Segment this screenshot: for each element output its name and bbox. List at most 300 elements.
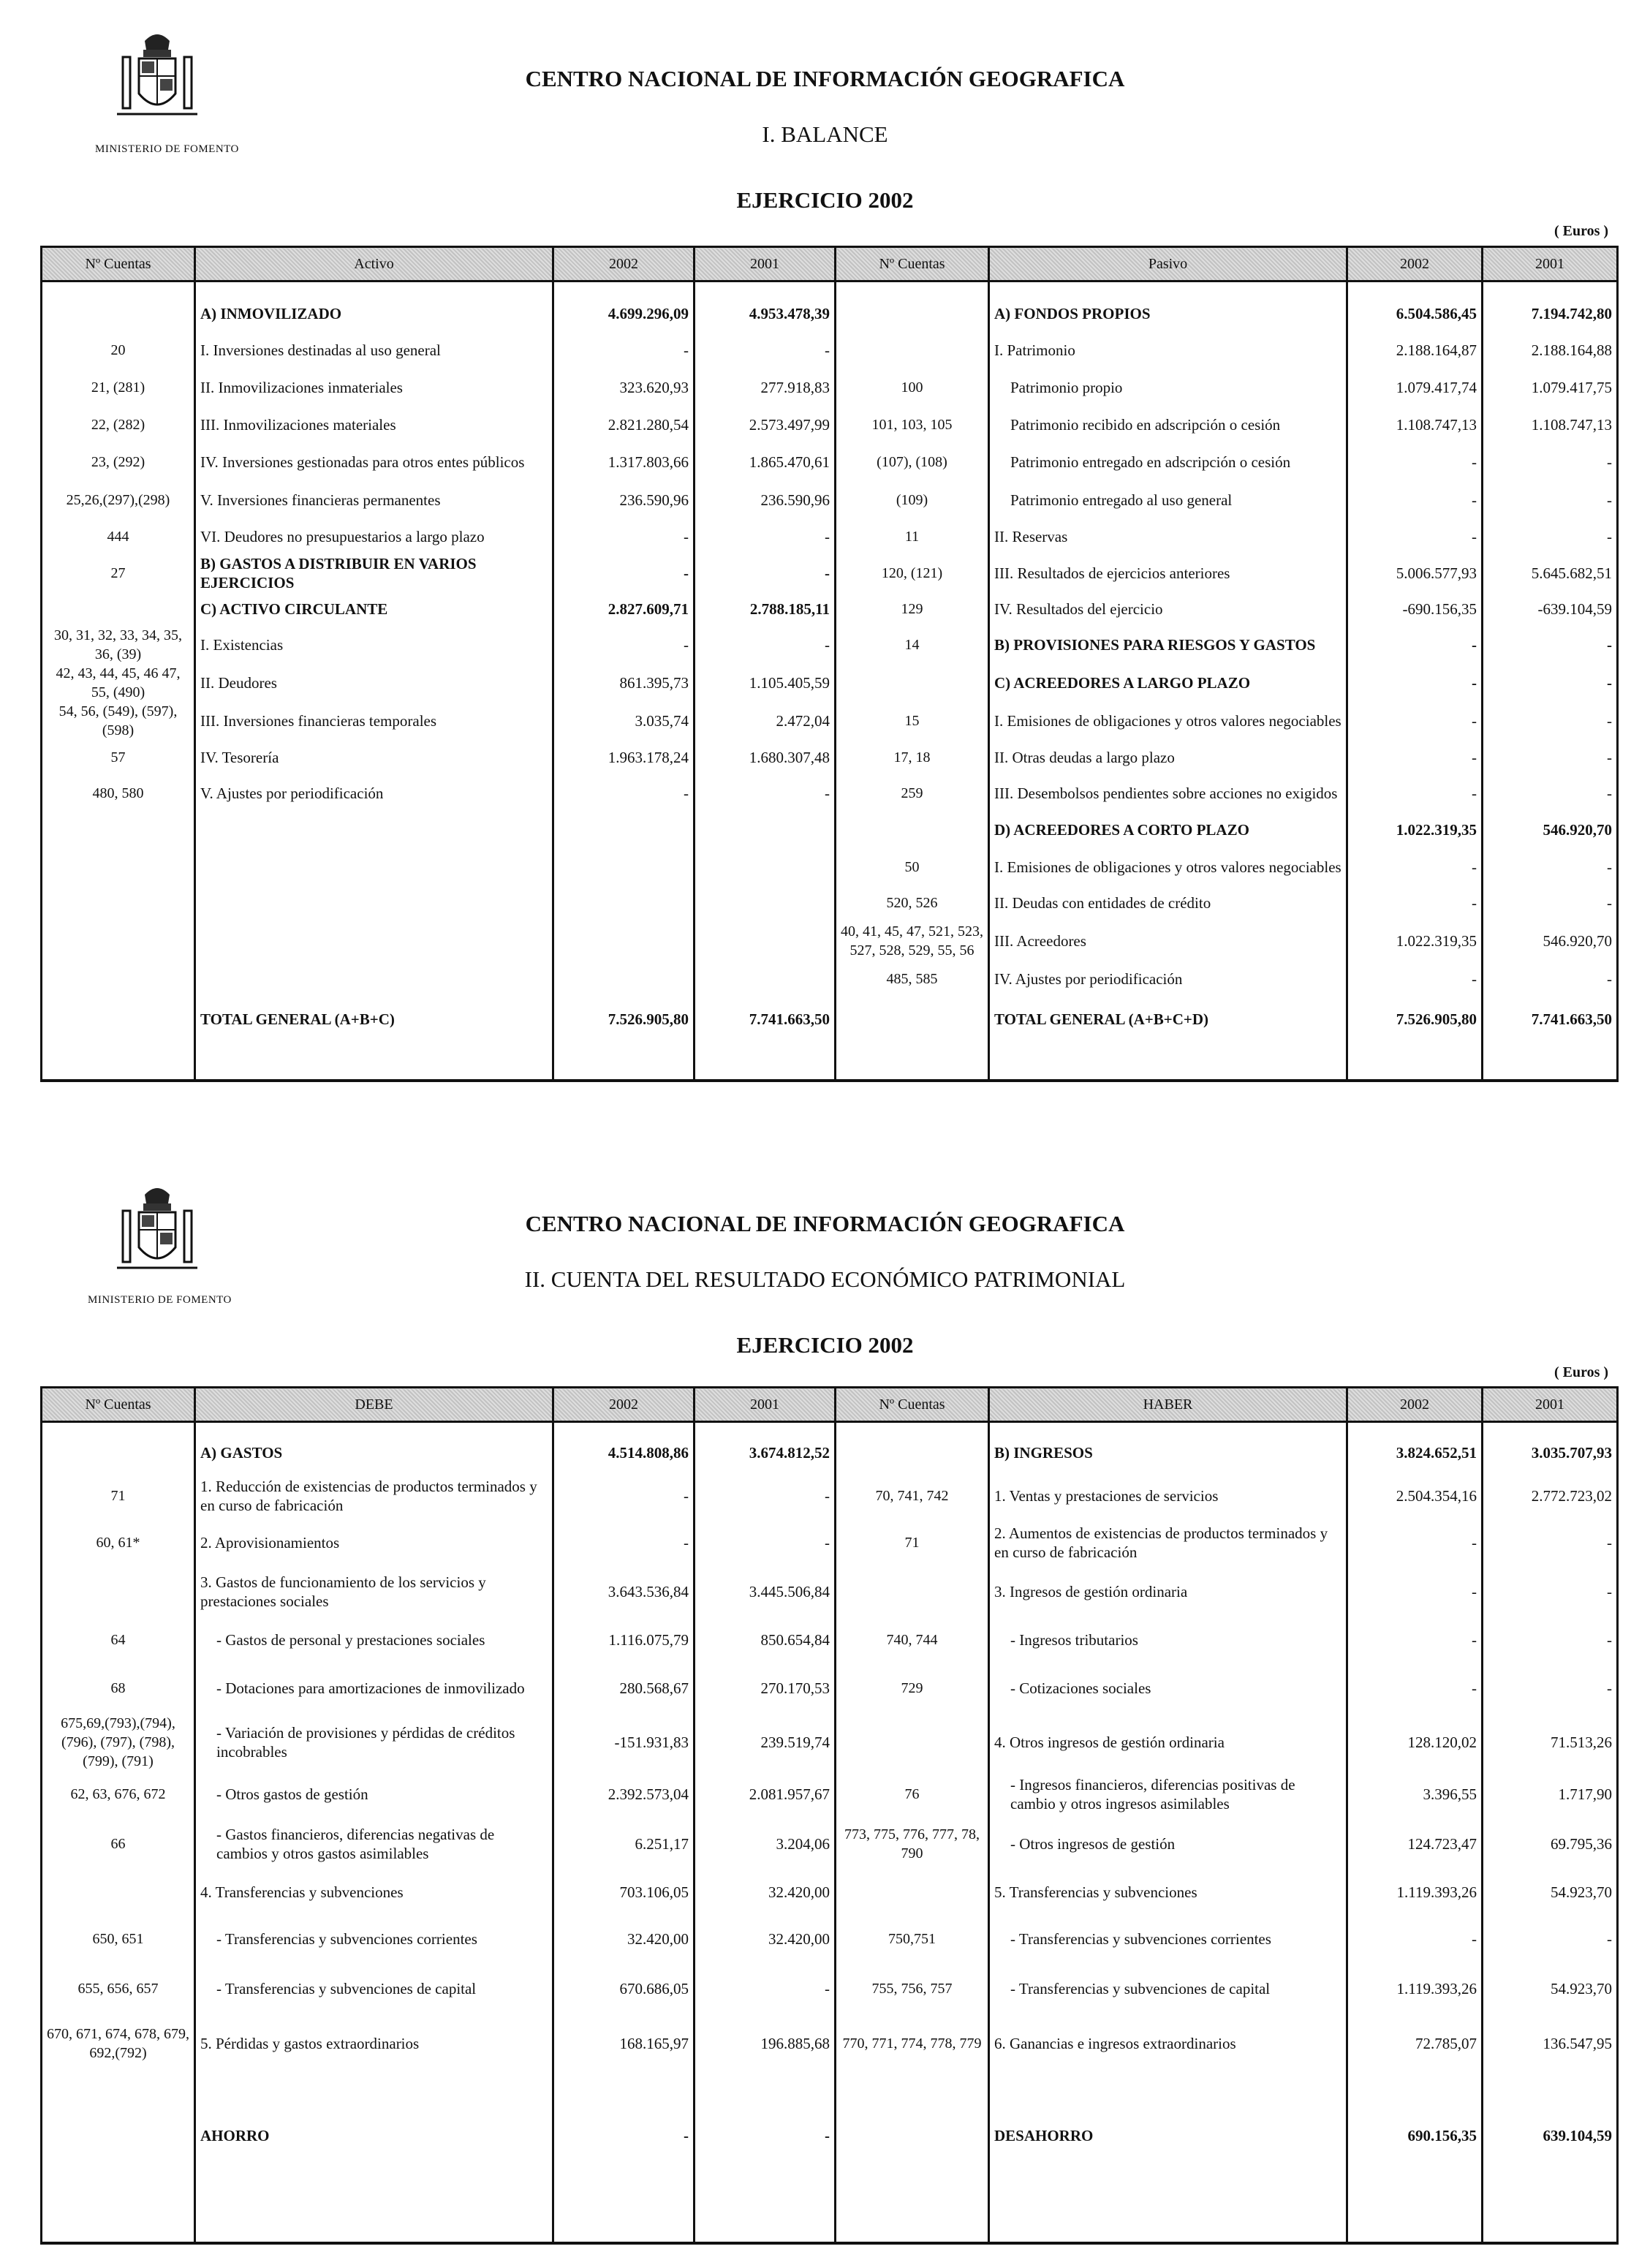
cell-label-right: - Transferencias y subvenciones corrientes (989, 1914, 1347, 1964)
cell-amount-2002-left: -151.931,83 (553, 1714, 695, 1771)
cell-label-right: 5. Transferencias y subvenciones (989, 1870, 1347, 1914)
cell-amount-2002-right: 1.108.747,13 (1347, 407, 1483, 443)
cell-amount-2001-left: 270.170,53 (695, 1663, 836, 1714)
cell-label-left: 3. Gastos de funcionamiento de los servicios y prestaciones sociales (195, 1566, 553, 1617)
cell-amount-2002-right: 124.723,47 (1347, 1818, 1483, 1870)
cell-label-right: Patrimonio recibido en adscripción o cesión (989, 407, 1347, 443)
cell-amount-2001-left: 236.590,96 (695, 481, 836, 519)
column-header-label-left: DEBE (195, 1388, 553, 1422)
cell-amount-2002-right: 1.022.319,35 (1347, 812, 1483, 848)
cell-accounts-right: 70, 741, 742 (836, 1473, 989, 1519)
table-row (42, 1771, 1618, 1818)
cell-amount-2001-right: 546.920,70 (1483, 920, 1618, 962)
cell-amount-2001-left (695, 848, 836, 886)
cell-label-right: IV. Resultados del ejercicio (989, 592, 1347, 626)
cell-label-left (195, 848, 553, 886)
cell-label-right: III. Acreedores (989, 920, 1347, 962)
cell-amount-2002-left: 1.317.803,66 (553, 443, 695, 481)
cell-accounts-right: 120, (121) (836, 554, 989, 592)
cell-amount-2002-left (553, 962, 695, 996)
cell-amount-2001-left: 32.420,00 (695, 1914, 836, 1964)
cell-label-right: IV. Ajustes por periodificación (989, 962, 1347, 996)
cell-label-left (195, 920, 553, 962)
cell-label-left: - Transferencias y subvenciones corrientes (195, 1914, 553, 1964)
cell-accounts-left (42, 812, 195, 848)
unit-label: ( Euros ) (1554, 1364, 1609, 1380)
cell-amount-2002-right: 7.526.905,80 (1347, 996, 1483, 1043)
cell-amount-2001-left: - (695, 1473, 836, 1519)
cell-accounts-left (42, 2074, 195, 2198)
cell-amount-2001-left: 32.420,00 (695, 1870, 836, 1914)
cell-amount-2001-right: 71.513,26 (1483, 1714, 1618, 1771)
cell-amount-2001-right: 2.188.164,88 (1483, 332, 1618, 368)
cell-amount-2001-right: 54.923,70 (1483, 1870, 1618, 1914)
cell-accounts-right: 773, 775, 776, 777, 78, 790 (836, 1818, 989, 1870)
cell-amount-2002-left: 280.568,67 (553, 1663, 695, 1714)
cell-label-left: I. Inversiones destinadas al uso general (195, 332, 553, 368)
cell-amount-2002-left: 3.643.536,84 (553, 1566, 695, 1617)
cell-amount-2001-left: 277.918,83 (695, 368, 836, 407)
period-title: EJERCICIO 2002 (736, 187, 914, 213)
table-row (42, 554, 1618, 592)
table-header-row (42, 1388, 1618, 1422)
cell-amount-2002-right: 1.022.319,35 (1347, 920, 1483, 962)
cell-amount-2001-left: - (695, 626, 836, 664)
cell-accounts-right: 755, 756, 757 (836, 1964, 989, 2014)
cell-amount-2001-left: 7.741.663,50 (695, 996, 836, 1043)
cell-amount-2001-right: - (1483, 481, 1618, 519)
cell-amount-2002-left: 4.514.808,86 (553, 1433, 695, 1473)
cell-accounts-right: 50 (836, 848, 989, 886)
org-title: CENTRO NACIONAL DE INFORMACIÓN GEOGRAFICA (525, 66, 1125, 91)
table-row (42, 848, 1618, 886)
cell-label-left: III. Inmovilizaciones materiales (195, 407, 553, 443)
cell-accounts-left: 655, 656, 657 (42, 1964, 195, 2014)
cell-label-right: I. Patrimonio (989, 332, 1347, 368)
cell-accounts-right: 770, 771, 774, 778, 779 (836, 2014, 989, 2074)
result-table (40, 1386, 1619, 2245)
cell-accounts-left: 71 (42, 1473, 195, 1519)
cell-accounts-right: 750,751 (836, 1914, 989, 1964)
cell-accounts-left: 20 (42, 332, 195, 368)
cell-amount-2001-right: - (1483, 1617, 1618, 1663)
table-row (42, 702, 1618, 740)
cell-amount-2001-right: - (1483, 626, 1618, 664)
cell-accounts-right: 729 (836, 1663, 989, 1714)
cell-amount-2002-left: - (553, 626, 695, 664)
balance-section (0, 0, 1650, 1126)
cell-label-left: - Dotaciones para amortizaciones de inmovilizado (195, 1663, 553, 1714)
cell-amount-2001-left: - (695, 332, 836, 368)
cell-amount-2002-right: 2.188.164,87 (1347, 332, 1483, 368)
cell-amount-2001-right: 639.104,59 (1483, 2074, 1618, 2198)
cell-accounts-right: 259 (836, 775, 989, 812)
table-row (42, 740, 1618, 775)
cell-accounts-left: 21, (281) (42, 368, 195, 407)
cell-accounts-right: 15 (836, 702, 989, 740)
cell-amount-2001-right: - (1483, 886, 1618, 920)
cell-label-left: VI. Deudores no presupuestarios a largo plazo (195, 519, 553, 554)
cell-label-right: II. Otras deudas a largo plazo (989, 740, 1347, 775)
cell-amount-2001-left (695, 962, 836, 996)
cell-amount-2002-left: 703.106,05 (553, 1870, 695, 1914)
cell-accounts-left: 42, 43, 44, 45, 46 47, 55, (490) (42, 664, 195, 702)
cell-label-right: TOTAL GENERAL (A+B+C+D) (989, 996, 1347, 1043)
cell-amount-2002-left: 1.116.075,79 (553, 1617, 695, 1663)
cell-amount-2002-right: 1.119.393,26 (1347, 1870, 1483, 1914)
cell-amount-2002-right: - (1347, 1617, 1483, 1663)
cell-amount-2002-left: - (553, 332, 695, 368)
cell-label-left: IV. Tesorería (195, 740, 553, 775)
cell-amount-2001-left: - (695, 1964, 836, 2014)
column-header-amount-2002-left: 2002 (553, 1388, 695, 1422)
cell-accounts-right (836, 1714, 989, 1771)
cell-amount-2001-right: 2.772.723,02 (1483, 1473, 1618, 1519)
table-row (42, 295, 1618, 332)
cell-accounts-left: 22, (282) (42, 407, 195, 443)
cell-accounts-right: 520, 526 (836, 886, 989, 920)
cell-amount-2002-right: 2.504.354,16 (1347, 1473, 1483, 1519)
table-row (42, 1473, 1618, 1519)
cell-accounts-right: 71 (836, 1519, 989, 1566)
column-header-amount-2001-right: 2001 (1483, 247, 1618, 281)
cell-accounts-left (42, 962, 195, 996)
cell-label-right: 4. Otros ingresos de gestión ordinaria (989, 1714, 1347, 1771)
cell-amount-2001-right: 3.035.707,93 (1483, 1433, 1618, 1473)
cell-label-left: IV. Inversiones gestionadas para otros entes públicos (195, 443, 553, 481)
column-header-amount-2001-left: 2001 (695, 247, 836, 281)
cell-accounts-right: (109) (836, 481, 989, 519)
cell-accounts-left: 30, 31, 32, 33, 34, 35, 36, (39) (42, 626, 195, 664)
cell-amount-2001-right: - (1483, 1914, 1618, 1964)
cell-amount-2001-right: - (1483, 519, 1618, 554)
cell-amount-2002-right: - (1347, 1663, 1483, 1714)
cell-accounts-left: 444 (42, 519, 195, 554)
cell-label-left (195, 886, 553, 920)
org-title: CENTRO NACIONAL DE INFORMACIÓN GEOGRAFICA (525, 1211, 1125, 1236)
cell-label-right: Patrimonio entregado al uso general (989, 481, 1347, 519)
cell-amount-2001-left: 196.885,68 (695, 2014, 836, 2074)
cell-amount-2002-right: - (1347, 1914, 1483, 1964)
cell-amount-2002-right: - (1347, 740, 1483, 775)
unit-label: ( Euros ) (1554, 223, 1609, 239)
cell-label-right: Patrimonio propio (989, 368, 1347, 407)
column-header-accounts-left: Nº Cuentas (42, 247, 195, 281)
cell-amount-2002-right: - (1347, 626, 1483, 664)
table-row (42, 1663, 1618, 1714)
cell-label-left: C) ACTIVO CIRCULANTE (195, 592, 553, 626)
cell-amount-2001-left (695, 812, 836, 848)
cell-accounts-right: 11 (836, 519, 989, 554)
cell-amount-2001-right: - (1483, 1566, 1618, 1617)
cell-amount-2001-left: - (695, 1519, 836, 1566)
cell-amount-2001-left: - (695, 554, 836, 592)
cell-label-left: I. Existencias (195, 626, 553, 664)
cell-amount-2001-right: - (1483, 443, 1618, 481)
cell-label-left: 2. Aprovisionamientos (195, 1519, 553, 1566)
cell-label-left (195, 812, 553, 848)
cell-accounts-right (836, 1870, 989, 1914)
cell-amount-2001-right: - (1483, 664, 1618, 702)
table-row (42, 664, 1618, 702)
cell-amount-2002-left: 1.963.178,24 (553, 740, 695, 775)
column-header-amount-2001-left: 2001 (695, 1388, 836, 1422)
cell-label-right: II. Deudas con entidades de crédito (989, 886, 1347, 920)
table-row (42, 1566, 1618, 1617)
cell-accounts-left (42, 295, 195, 332)
cell-amount-2001-left: 2.788.185,11 (695, 592, 836, 626)
cell-label-right: II. Reservas (989, 519, 1347, 554)
cell-amount-2001-left: - (695, 2074, 836, 2198)
cell-amount-2001-right: 136.547,95 (1483, 2014, 1618, 2074)
column-header-amount-2002-right: 2002 (1347, 1388, 1483, 1422)
cell-amount-2002-right: 1.119.393,26 (1347, 1964, 1483, 2014)
table-row (42, 519, 1618, 554)
cell-accounts-right (836, 996, 989, 1043)
cell-label-left: II. Inmovilizaciones inmateriales (195, 368, 553, 407)
cell-amount-2001-left: 2.573.497,99 (695, 407, 836, 443)
cell-accounts-right: (107), (108) (836, 443, 989, 481)
period-title: EJERCICIO 2002 (736, 1332, 914, 1358)
cell-accounts-left: 27 (42, 554, 195, 592)
cell-amount-2002-left: - (553, 2074, 695, 2198)
cell-amount-2002-right: - (1347, 481, 1483, 519)
cell-label-left: - Gastos de personal y prestaciones sociales (195, 1617, 553, 1663)
cell-amount-2002-left: 2.821.280,54 (553, 407, 695, 443)
cell-accounts-left (42, 996, 195, 1043)
cell-label-left: III. Inversiones financieras temporales (195, 702, 553, 740)
column-header-amount-2001-right: 2001 (1483, 1388, 1618, 1422)
cell-amount-2002-left: 2.392.573,04 (553, 1771, 695, 1818)
cell-amount-2002-left: - (553, 775, 695, 812)
table-row (42, 1914, 1618, 1964)
cell-label-right: 1. Ventas y prestaciones de servicios (989, 1473, 1347, 1519)
table-row (42, 1519, 1618, 1566)
cell-label-right: - Transferencias y subvenciones de capital (989, 1964, 1347, 2014)
cell-amount-2002-left (553, 886, 695, 920)
cell-amount-2001-right: 1.108.747,13 (1483, 407, 1618, 443)
cell-label-right: III. Desembolsos pendientes sobre acciones no exigidos (989, 775, 1347, 812)
cell-amount-2002-left (553, 848, 695, 886)
cell-amount-2002-left: - (553, 1473, 695, 1519)
cell-amount-2002-left: 2.827.609,71 (553, 592, 695, 626)
cell-label-right: 6. Ganancias e ingresos extraordinarios (989, 2014, 1347, 2074)
cell-amount-2002-left: 168.165,97 (553, 2014, 695, 2074)
cell-label-right: - Otros ingresos de gestión (989, 1818, 1347, 1870)
cell-label-right: B) INGRESOS (989, 1433, 1347, 1473)
cell-amount-2001-right: 5.645.682,51 (1483, 554, 1618, 592)
cell-label-left: 4. Transferencias y subvenciones (195, 1870, 553, 1914)
cell-accounts-right: 17, 18 (836, 740, 989, 775)
cell-amount-2002-left: 236.590,96 (553, 481, 695, 519)
cell-amount-2001-left (695, 886, 836, 920)
cell-label-right: - Ingresos financieros, diferencias positivas de cambio y otros ingresos asimilables (989, 1771, 1347, 1818)
cell-amount-2002-right: - (1347, 1519, 1483, 1566)
cell-amount-2001-right: - (1483, 775, 1618, 812)
cell-accounts-right: 100 (836, 368, 989, 407)
table-row (42, 962, 1618, 996)
table-spacer-row (42, 1422, 1618, 1434)
cell-accounts-right (836, 1433, 989, 1473)
column-header-accounts-right: Nº Cuentas (836, 247, 989, 281)
column-header-amount-2002-right: 2002 (1347, 247, 1483, 281)
cell-amount-2002-right: - (1347, 848, 1483, 886)
column-header-amount-2002-left: 2002 (553, 247, 695, 281)
cell-amount-2002-right: 3.396,55 (1347, 1771, 1483, 1818)
ministry-label: MINISTERIO DE FOMENTO (88, 1294, 232, 1306)
report-title: II. CUENTA DEL RESULTADO ECONÓMICO PATRIMONIAL (524, 1266, 1126, 1292)
cell-label-right: 2. Aumentos de existencias de productos terminados y en curso de fabricación (989, 1519, 1347, 1566)
cell-amount-2001-right: - (1483, 1519, 1618, 1566)
cell-amount-2001-right: 7.741.663,50 (1483, 996, 1618, 1043)
cell-label-right: I. Emisiones de obligaciones y otros valores negociables (989, 702, 1347, 740)
table-row (42, 2074, 1618, 2198)
cell-accounts-left: 57 (42, 740, 195, 775)
cell-amount-2002-left: 861.395,73 (553, 664, 695, 702)
cell-accounts-left: 675,69,(793),(794), (796), (797), (798), (799), (791) (42, 1714, 195, 1771)
cell-label-left: B) GASTOS A DISTRIBUIR EN VARIOS EJERCICIOS (195, 554, 553, 592)
cell-label-right: DESAHORRO (989, 2074, 1347, 2198)
cell-label-left: 1. Reducción de existencias de productos terminados y en curso de fabricación (195, 1473, 553, 1519)
cell-amount-2002-left: 3.035,74 (553, 702, 695, 740)
cell-amount-2001-right: - (1483, 740, 1618, 775)
cell-amount-2002-left (553, 920, 695, 962)
cell-amount-2002-left: - (553, 1519, 695, 1566)
cell-amount-2001-left: 1.865.470,61 (695, 443, 836, 481)
cell-amount-2002-right: - (1347, 775, 1483, 812)
cell-amount-2001-left (695, 920, 836, 962)
table-row (42, 886, 1618, 920)
cell-label-right: Patrimonio entregado en adscripción o cesión (989, 443, 1347, 481)
cell-amount-2001-right: 1.079.417,75 (1483, 368, 1618, 407)
cell-accounts-right: 740, 744 (836, 1617, 989, 1663)
cell-amount-2002-left: - (553, 554, 695, 592)
cell-accounts-right (836, 2074, 989, 2198)
cell-amount-2002-left: 4.699.296,09 (553, 295, 695, 332)
cell-amount-2001-left: 850.654,84 (695, 1617, 836, 1663)
cell-accounts-right: 485, 585 (836, 962, 989, 996)
cell-amount-2001-right: 7.194.742,80 (1483, 295, 1618, 332)
cell-amount-2001-right: 54.923,70 (1483, 1964, 1618, 2014)
cell-amount-2002-right: 1.079.417,74 (1347, 368, 1483, 407)
cell-label-left: - Gastos financieros, diferencias negativas de cambios y otros gastos asimilables (195, 1818, 553, 1870)
balance-table (40, 246, 1619, 1082)
cell-amount-2002-left: 7.526.905,80 (553, 996, 695, 1043)
table-row (42, 481, 1618, 519)
report-title: I. BALANCE (762, 121, 888, 147)
cell-label-right: 3. Ingresos de gestión ordinaria (989, 1566, 1347, 1617)
table-spacer-row (42, 1043, 1618, 1081)
cell-label-right: - Ingresos tributarios (989, 1617, 1347, 1663)
cell-label-right: A) FONDOS PROPIOS (989, 295, 1347, 332)
table-row (42, 920, 1618, 962)
cell-label-right: B) PROVISIONES PARA RIESGOS Y GASTOS (989, 626, 1347, 664)
table-row (42, 332, 1618, 368)
cell-amount-2002-right: - (1347, 702, 1483, 740)
cell-amount-2002-left: 6.251,17 (553, 1818, 695, 1870)
cell-amount-2001-left: - (695, 775, 836, 812)
cell-accounts-left: 66 (42, 1818, 195, 1870)
cell-accounts-left: 650, 651 (42, 1914, 195, 1964)
cell-label-left: A) INMOVILIZADO (195, 295, 553, 332)
cell-accounts-left (42, 1566, 195, 1617)
cell-amount-2002-right: - (1347, 886, 1483, 920)
cell-label-left: AHORRO (195, 2074, 553, 2198)
cell-amount-2002-right: -690.156,35 (1347, 592, 1483, 626)
column-header-label-left: Activo (195, 247, 553, 281)
cell-accounts-left: 23, (292) (42, 443, 195, 481)
cell-amount-2002-right: 3.824.652,51 (1347, 1433, 1483, 1473)
cell-accounts-right: 129 (836, 592, 989, 626)
cell-label-left: 5. Pérdidas y gastos extraordinarios (195, 2014, 553, 2074)
cell-amount-2001-left: 3.445.506,84 (695, 1566, 836, 1617)
cell-amount-2001-right: - (1483, 848, 1618, 886)
cell-accounts-left: 60, 61* (42, 1519, 195, 1566)
table-row (42, 368, 1618, 407)
cell-accounts-right (836, 1566, 989, 1617)
cell-label-right: I. Emisiones de obligaciones y otros valores negociables (989, 848, 1347, 886)
cell-label-right: III. Resultados de ejercicios anteriores (989, 554, 1347, 592)
cell-amount-2001-left: 3.674.812,52 (695, 1433, 836, 1473)
cell-amount-2001-right: 69.795,36 (1483, 1818, 1618, 1870)
cell-accounts-left (42, 848, 195, 886)
table-header-row (42, 247, 1618, 281)
cell-label-left: V. Ajustes por periodificación (195, 775, 553, 812)
cell-amount-2002-right: - (1347, 519, 1483, 554)
cell-label-left: A) GASTOS (195, 1433, 553, 1473)
cell-label-left: II. Deudores (195, 664, 553, 702)
table-row (42, 592, 1618, 626)
cell-amount-2002-right: - (1347, 1566, 1483, 1617)
cell-amount-2001-right: 546.920,70 (1483, 812, 1618, 848)
cell-accounts-left: 25,26,(297),(298) (42, 481, 195, 519)
table-row (42, 1433, 1618, 1473)
cell-label-left: - Otros gastos de gestión (195, 1771, 553, 1818)
cell-amount-2002-right: 6.504.586,45 (1347, 295, 1483, 332)
column-header-accounts-left: Nº Cuentas (42, 1388, 195, 1422)
table-row (42, 1617, 1618, 1663)
table-row (42, 443, 1618, 481)
result-section (0, 1163, 1650, 2268)
cell-accounts-right (836, 664, 989, 702)
cell-accounts-left: 54, 56, (549), (597), (598) (42, 702, 195, 740)
table-row (42, 812, 1618, 848)
cell-amount-2002-left: 32.420,00 (553, 1914, 695, 1964)
cell-amount-2002-left: - (553, 519, 695, 554)
cell-label-left: - Variación de provisiones y pérdidas de créditos incobrables (195, 1714, 553, 1771)
cell-amount-2001-left: 2.081.957,67 (695, 1771, 836, 1818)
cell-amount-2002-left (553, 812, 695, 848)
cell-amount-2001-right: -639.104,59 (1483, 592, 1618, 626)
cell-amount-2002-right: 5.006.577,93 (1347, 554, 1483, 592)
column-header-label-right: HABER (989, 1388, 1347, 1422)
cell-amount-2001-left: 239.519,74 (695, 1714, 836, 1771)
cell-accounts-left (42, 920, 195, 962)
table-row (42, 996, 1618, 1043)
table-spacer-row (42, 281, 1618, 296)
cell-label-right: D) ACREEDORES A CORTO PLAZO (989, 812, 1347, 848)
cell-accounts-right (836, 295, 989, 332)
cell-amount-2002-left: 323.620,93 (553, 368, 695, 407)
cell-accounts-right: 40, 41, 45, 47, 521, 523, 527, 528, 529, 55, 56 (836, 920, 989, 962)
table-row (42, 1964, 1618, 2014)
cell-amount-2001-left: 1.680.307,48 (695, 740, 836, 775)
cell-amount-2001-left: 3.204,06 (695, 1818, 836, 1870)
cell-accounts-left: 62, 63, 676, 672 (42, 1771, 195, 1818)
cell-label-left: TOTAL GENERAL (A+B+C) (195, 996, 553, 1043)
column-header-label-right: Pasivo (989, 247, 1347, 281)
cell-accounts-left: 64 (42, 1617, 195, 1663)
